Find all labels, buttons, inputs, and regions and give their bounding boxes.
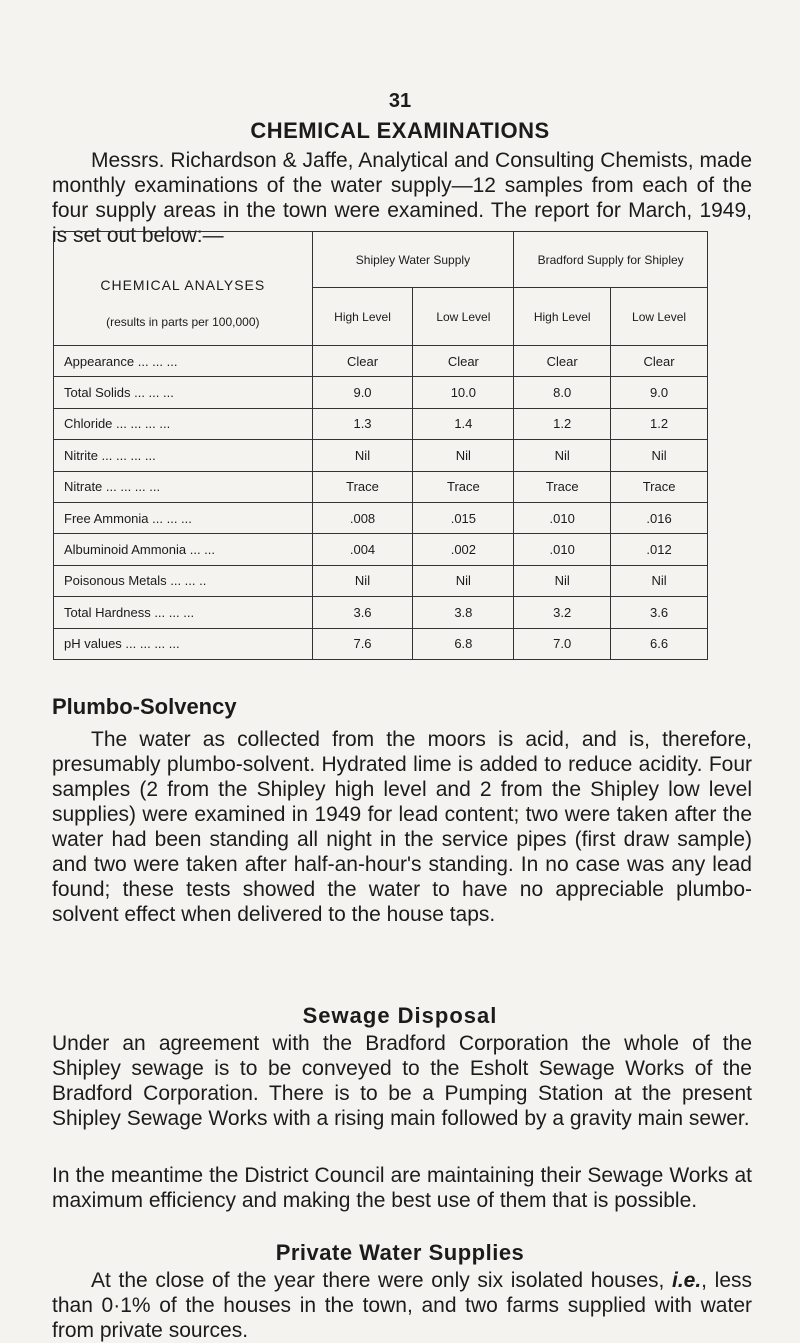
table-cell: 7.6: [312, 628, 413, 659]
table-cell: Clear: [413, 346, 514, 377]
private-text-a: At the close of the year there were only six isolated houses,: [91, 1269, 672, 1292]
table-cell: 10.0: [413, 377, 514, 408]
chemical-analyses-table: [53, 231, 708, 660]
row-label: Total Hardness ... ... ...: [54, 597, 313, 628]
table-cell: Trace: [611, 471, 708, 502]
table-cell: Nil: [514, 565, 611, 596]
table-cell: 1.4: [413, 408, 514, 439]
table-row: [54, 565, 708, 596]
table-cell: 3.2: [514, 597, 611, 628]
col-header-low-level: Low Level: [413, 288, 514, 346]
table-cell: .016: [611, 502, 708, 533]
table-cell: .015: [413, 502, 514, 533]
table-cell: 6.8: [413, 628, 514, 659]
table-cell: Nil: [413, 565, 514, 596]
table-cell: 8.0: [514, 377, 611, 408]
table-cell: 9.0: [312, 377, 413, 408]
col-header-low-level: Low Level: [611, 288, 708, 346]
row-label: Albuminoid Ammonia ... ...: [54, 534, 313, 565]
table-cell: Clear: [312, 346, 413, 377]
table-cell: Nil: [312, 565, 413, 596]
table-cell: Trace: [413, 471, 514, 502]
col-header-high-level: High Level: [312, 288, 413, 346]
table-cell: .010: [514, 502, 611, 533]
plumbo-solvency-paragraph: The water as collected from the moors is acid, and is, therefore, presumably plumbo-solvent. Hydrated lime is added to reduce acidity. Four samples (2 from the Shipley high level and 2 from the Shipley low level supplies) were examined in 1949 for lead content; two were taken after the water had been standing all night in the service pipes (first draw sample) and two were taken after half-an-hour's standing. In no case was any lead found; these tests showed the water to have no appreciable plumbo-solvent effect when delivered to the house taps.: [52, 728, 752, 926]
table-cell: 7.0: [514, 628, 611, 659]
table-cell: Nil: [312, 440, 413, 471]
row-header-title: CHEMICAL ANALYSES: [100, 276, 266, 293]
table-cell: Nil: [514, 440, 611, 471]
table-cell: 1.2: [611, 408, 708, 439]
page-number: 31: [388, 90, 412, 112]
table-cell: Clear: [514, 346, 611, 377]
sewage-paragraph-1: Under an agreement with the Bradford Corporation the whole of the Shipley sewage is to be conveyed to the Esholt Sewage Works of the Bradford Corporation. There is to be a Pumping Station at the present Shipley Sewage Works with a rising main followed by a gravity main sewer.: [52, 1032, 752, 1130]
table-cell: Nil: [413, 440, 514, 471]
row-label: Chloride ... ... ... ...: [54, 408, 313, 439]
table-row: [54, 440, 708, 471]
table-cell: 6.6: [611, 628, 708, 659]
table-cell: 3.8: [413, 597, 514, 628]
table-cell: 3.6: [312, 597, 413, 628]
sewage-disposal-heading: Sewage Disposal: [302, 1003, 498, 1028]
row-label: Total Solids ... ... ...: [54, 377, 313, 408]
table-cell: Trace: [514, 471, 611, 502]
table-row: [54, 597, 708, 628]
row-label: Poisonous Metals ... ... ..: [54, 565, 313, 596]
row-header-cell: [54, 232, 313, 346]
table-row: [54, 377, 708, 408]
group-header-bradford: Bradford Supply for Shipley: [514, 232, 708, 288]
row-label: Free Ammonia ... ... ...: [54, 502, 313, 533]
table-cell: 3.6: [611, 597, 708, 628]
table-row: [54, 471, 708, 502]
table-cell: .004: [312, 534, 413, 565]
table-cell: Nil: [611, 440, 708, 471]
row-label: pH values ... ... ... ...: [54, 628, 313, 659]
col-header-high-level: High Level: [514, 288, 611, 346]
private-supplies-paragraph: [52, 1268, 752, 1343]
group-header-shipley: Shipley Water Supply: [312, 232, 514, 288]
chemical-examinations-heading: CHEMICAL EXAMINATIONS: [250, 118, 550, 143]
row-header-subtitle: (results in parts per 100,000): [106, 314, 260, 329]
table-row: [54, 534, 708, 565]
table-cell: .012: [611, 534, 708, 565]
table-row: [54, 408, 708, 439]
sewage-paragraph-2: In the meantime the District Council are maintaining their Sewage Works at maximum efficiency and making the best use of them that is possible.: [52, 1164, 752, 1212]
table-row: [54, 628, 708, 659]
row-label: Nitrate ... ... ... ...: [54, 471, 313, 502]
chemical-intro-paragraph: Messrs. Richardson & Jaffe, Analytical and Consulting Chemists, made monthly examinations of the water supply—12 samples from each of the four supply areas in the town were examined. The report for March, 1949, is set out below:—: [52, 149, 752, 247]
plumbo-solvency-heading: Plumbo-Solvency: [52, 694, 237, 719]
table-cell: .002: [413, 534, 514, 565]
table-cell: Trace: [312, 471, 413, 502]
row-label: Appearance ... ... ...: [54, 346, 313, 377]
table-cell: 9.0: [611, 377, 708, 408]
table-cell: .010: [514, 534, 611, 565]
private-text-b: , less than 0·1% of the houses in the town, and two farms supplied with water from private sources.: [52, 1269, 753, 1342]
table-cell: Clear: [611, 346, 708, 377]
table-cell: .008: [312, 502, 413, 533]
row-label: Nitrite ... ... ... ...: [54, 440, 313, 471]
private-text-ie: i.e.: [671, 1269, 702, 1292]
private-water-supplies-heading: Private Water Supplies: [275, 1240, 525, 1265]
table-row: [54, 346, 708, 377]
table-cell: Nil: [611, 565, 708, 596]
table-cell: 1.2: [514, 408, 611, 439]
table-cell: 1.3: [312, 408, 413, 439]
table-row: [54, 502, 708, 533]
